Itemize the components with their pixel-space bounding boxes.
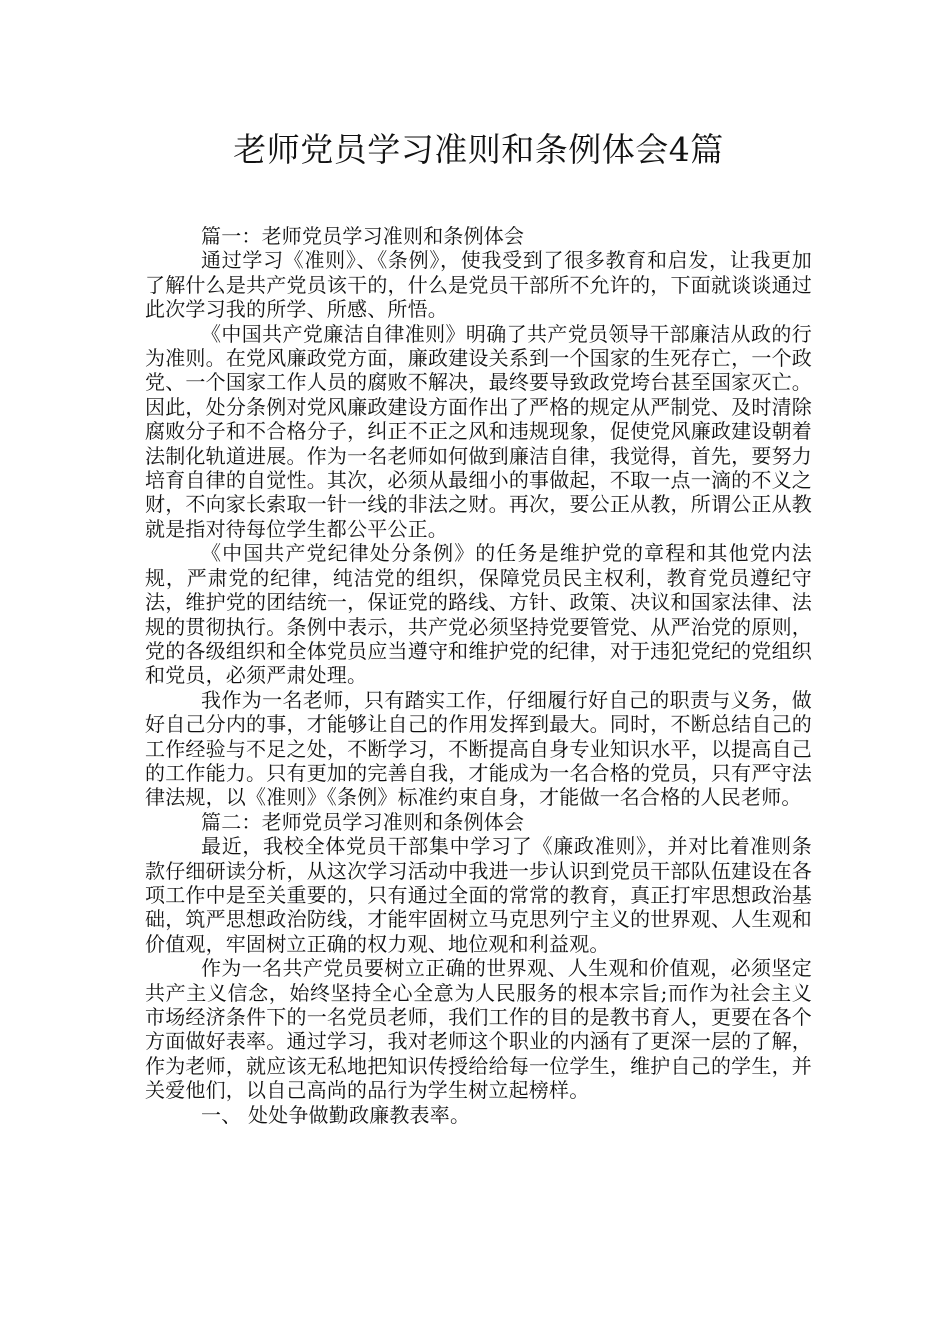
document-title: 老师党员学习准则和条例体会4篇 bbox=[233, 130, 724, 169]
paragraph: 我作为一名老师，只有踏实工作，仔细履行好自己的职责与义务，做好自己分内的事，才能够让自己的作用发挥到最大。同时，不断总结自己的工作经验与不足之处，不断学习，不断提高自身专业知识水平，以提高自己的工作能力。只有更加的完善自我，才能成为一名合格的党员，只有严守法律法规，以《准则》《条例》标准约束自身，才能做一名合格的人民老师。 bbox=[145, 687, 812, 810]
document-body bbox=[145, 224, 812, 1127]
paragraph: 最近，我校全体党员干部集中学习了《廉政准则》，并对比着准则条款仔细研读分析，从这次学习活动中我进一步认识到党员干部队伍建设在各项工作中是至关重要的，只有通过全面的常常的教育，真正打牢思想政治基础，筑严思想政治防线，才能牢固树立马克思列宁主义的世界观、人生观和价值观，牢固树立正确的权力观、地位观和利益观。 bbox=[145, 834, 812, 956]
list-item-heading: 一、 处处争做勤政廉教表率。 bbox=[201, 1102, 471, 1127]
paragraph: 《中国共产党廉洁自律准则》明确了共产党员领导干部廉洁从政的行为准则。在党风廉政党方面，廉政建设关系到一个国家的生死存亡，一个政党、一个国家工作人员的腐败不解决，最终要导致政党垮台甚至国家灭亡。因此，处分条例对党风廉政建设方面作出了严格的规定从严制党、及时清除腐败分子和不合格分子，纠正不正之风和违规现象，促使党风廉政建设朝着法制化轨道进展。作为一名老师如何做到廉洁自律，我觉得，首先，要努力培育自律的自觉性。其次，必须从最细小的事做起，不取一点一滴的不义之财，不向家长索取一针一线的非法之财。再次，要公正从教，所谓公正从教就是指对待每位学生都公平公正。 bbox=[145, 321, 812, 541]
paragraph: 作为一名共产党员要树立正确的世界观、人生观和价值观，必须坚定共产主义信念，始终坚持全心全意为人民服务的根本宗旨;而作为社会主义市场经济条件下的一名党员老师，我们工作的目的是教书育人，更要在各个方面做好表率。通过学习，我对老师这个职业的内涵有了更深一层的了解，作为老师，就应该无私地把知识传授给给每一位学生，维护自己的学生，并关爱他们，以自己高尚的品行为学生树立起榜样。 bbox=[145, 956, 812, 1103]
paragraph: 通过学习《准则》、《条例》，使我受到了很多教育和启发，让我更加了解什么是共产党员该干的，什么是党员干部所不允许的，下面就谈谈通过此次学习我的所学、所感、所悟。 bbox=[145, 248, 812, 322]
section-heading-2: 篇二：老师党员学习准则和条例体会 bbox=[201, 809, 525, 834]
paragraph: 《中国共产党纪律处分条例》的任务是维护党的章程和其他党内法规，严肃党的纪律，纯洁党的组织，保障党员民主权利，教育党员遵纪守法，维护党的团结统一，保证党的路线、方针、政策、决议和国家法律、法规的贯彻执行。条例中表示，共产党必须坚持党要管党、从严治党的原则，党的各级组织和全体党员应当遵守和维护党的纪律，对于违犯党纪的党组织和党员，必须严肃处理。 bbox=[145, 541, 812, 688]
section-heading-1: 篇一：老师党员学习准则和条例体会 bbox=[201, 224, 525, 248]
